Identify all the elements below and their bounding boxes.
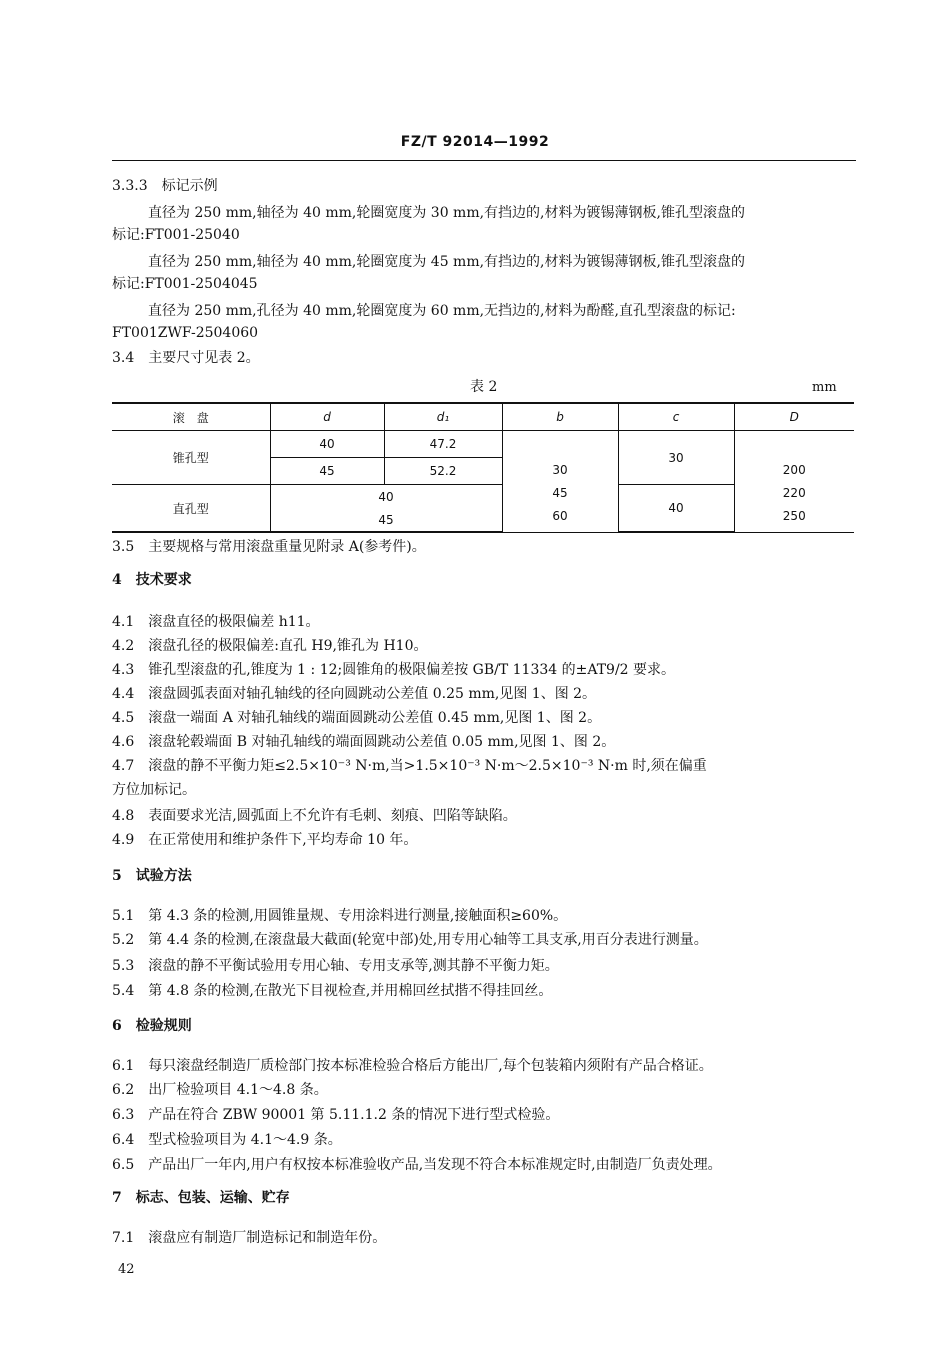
- clause-text: 每只滚盘经制造厂质检部门按本标准检验合格后方能出厂,每个包装箱内须附有产品合格证。: [148, 1058, 713, 1074]
- clause-number: 3.5: [112, 539, 135, 555]
- b-values-cell: [502, 431, 618, 533]
- standard-code-header: FZ/T 92014—1992: [400, 134, 550, 150]
- table-cell: 220: [782, 486, 806, 501]
- clause-number: 5.1: [112, 908, 135, 924]
- clause-number: 4.7: [112, 758, 135, 774]
- clause-6-5: [112, 1155, 722, 1175]
- clause-number: 6.4: [112, 1132, 135, 1148]
- clause-text: 滚盘圆弧表面对轴孔轴线的径向圆跳动公差值 0.25 mm,见图 1、图 2。: [148, 686, 597, 702]
- section-6-heading: [112, 1016, 192, 1036]
- clause-number: 4.5: [112, 710, 135, 726]
- clause-number: 4.4: [112, 686, 135, 702]
- clause-4-3: [112, 660, 675, 680]
- section-number: 5: [112, 868, 122, 884]
- example-1-line-1: 直径为 250 mm,轴径为 40 mm,轮圈宽度为 30 mm,有挡边的,材料为镀锡薄钢板,锥孔型滚盘的: [148, 205, 745, 221]
- clause-text: 滚盘的静不平衡力矩≤2.5×10⁻³ N·m,当>1.5×10⁻³ N·m～2.5×10⁻³ N·m 时,须在偏重: [148, 758, 707, 774]
- clause-4-1: [112, 612, 320, 632]
- clause-3-3-3-heading: [112, 176, 218, 196]
- clause-text: 滚盘直径的极限偏差 h11。: [148, 614, 320, 630]
- table-cell: 40: [378, 489, 394, 504]
- table-cell: 45: [270, 458, 384, 485]
- page-number: 42: [118, 1262, 135, 1277]
- table-cell: 60: [552, 509, 568, 524]
- table-row: [112, 431, 854, 458]
- clause-text: 在正常使用和维护条件下,平均寿命 10 年。: [148, 832, 418, 848]
- clause-text: 滚盘轮毂端面 B 对轴孔轴线的端面圆跳动公差值 0.05 mm,见图 1、图 2。: [148, 734, 616, 750]
- table-cell: 40: [270, 431, 384, 458]
- clause-text: 表面要求光洁,圆弧面上不允许有毛刺、刻痕、凹陷等缺陷。: [148, 808, 517, 824]
- clause-6-1: [112, 1056, 713, 1076]
- section-4-heading: [112, 570, 192, 590]
- section-number: 4: [112, 572, 122, 588]
- clause-number: 5.2: [112, 932, 135, 948]
- table-header-row: [112, 403, 854, 431]
- table-cell: 45: [552, 486, 568, 501]
- clause-text: 第 4.8 条的检测,在散光下目视检查,并用棉回丝拭揩不得挂回丝。: [148, 983, 553, 999]
- table-unit: mm: [812, 380, 837, 395]
- clause-4-7-continued: 方位加标记。: [112, 782, 196, 798]
- clause-number: 5.4: [112, 983, 135, 999]
- table-cell: 250: [782, 509, 806, 524]
- clause-text: 滚盘应有制造厂制造标记和制造年份。: [148, 1230, 387, 1246]
- header-cell: D: [734, 403, 854, 431]
- dimension-table: [112, 402, 854, 533]
- clause-4-7: [112, 756, 707, 776]
- table-cell: 30: [618, 431, 734, 485]
- header-rule: [112, 160, 856, 161]
- clause-text: 出厂检验项目 4.1～4.8 条。: [148, 1082, 328, 1098]
- row-label-straight: 直孔型: [112, 485, 270, 533]
- table-cell: 40: [618, 485, 734, 533]
- clause-6-2: [112, 1080, 328, 1100]
- table-cell: 200: [782, 463, 806, 478]
- section-number: 7: [112, 1190, 122, 1206]
- clause-number: 6.3: [112, 1107, 135, 1123]
- clause-title: 标记示例: [161, 178, 218, 194]
- D-values-cell: [734, 431, 854, 533]
- header-cell: b: [502, 403, 618, 431]
- clause-text: 锥孔型滚盘的孔,锥度为 1 : 12;圆锥角的极限偏差按 GB/T 11334 的±AT9/2 要求。: [148, 662, 676, 678]
- example-1-line-2: 标记:FT001-25040: [112, 227, 240, 243]
- clause-7-1: [112, 1228, 386, 1248]
- clause-number: 6.1: [112, 1058, 135, 1074]
- d-straight-cell: [270, 485, 502, 533]
- example-2-line-2: 标记:FT001-2504045: [112, 276, 258, 292]
- clause-6-4: [112, 1130, 342, 1150]
- clause-text: 第 4.4 条的检测,在滚盘最大截面(轮宽中部)处,用专用心轴等工具支承,用百分表进行测量。: [148, 932, 708, 948]
- example-2-line-1: 直径为 250 mm,轴径为 40 mm,轮圈宽度为 45 mm,有挡边的,材料为镀锡薄钢板,锥孔型滚盘的: [148, 254, 745, 270]
- clause-3-4: [112, 348, 260, 368]
- header-cell: d: [270, 403, 384, 431]
- table-cell: 47.2: [384, 431, 502, 458]
- clause-5-2: [112, 930, 708, 950]
- clause-5-1: [112, 906, 567, 926]
- clause-5-4: [112, 981, 552, 1001]
- clause-number: 4.9: [112, 832, 135, 848]
- clause-text: 型式检验项目为 4.1～4.9 条。: [148, 1132, 342, 1148]
- section-title: 试验方法: [135, 868, 192, 884]
- clause-number: 3.3.3: [112, 178, 148, 194]
- example-3-line-2: FT001ZWF-2504060: [112, 325, 259, 341]
- section-title: 技术要求: [135, 572, 192, 588]
- clause-number: 3.4: [112, 350, 135, 366]
- clause-4-9: [112, 830, 417, 850]
- clause-number: 4.2: [112, 638, 135, 654]
- section-number: 6: [112, 1018, 122, 1034]
- clause-number: 4.1: [112, 614, 135, 630]
- clause-3-5: [112, 537, 426, 557]
- clause-6-3: [112, 1105, 559, 1125]
- clause-text: 滚盘孔径的极限偏差:直孔 H9,锥孔为 H10。: [148, 638, 428, 654]
- clause-text: 滚盘一端面 A 对轴孔轴线的端面圆跳动公差值 0.45 mm,见图 1、图 2。: [148, 710, 602, 726]
- clause-number: 7.1: [112, 1230, 135, 1246]
- section-title: 检验规则: [135, 1018, 192, 1034]
- clause-4-5: [112, 708, 601, 728]
- clause-number: 5.3: [112, 958, 135, 974]
- clause-number: 4.3: [112, 662, 135, 678]
- header-cell: 滚 盘: [112, 403, 270, 431]
- section-title: 标志、包装、运输、贮存: [135, 1190, 290, 1206]
- table-cell: 52.2: [384, 458, 502, 485]
- example-3-line-1: 直径为 250 mm,孔径为 40 mm,轮圈宽度为 60 mm,无挡边的,材料为酚醛,直孔型滚盘的标记:: [148, 303, 736, 319]
- clause-number: 6.2: [112, 1082, 135, 1098]
- header-cell: c: [618, 403, 734, 431]
- section-7-heading: [112, 1188, 290, 1208]
- header-cell: d₁: [384, 403, 502, 431]
- clause-number: 4.8: [112, 808, 135, 824]
- clause-number: 4.6: [112, 734, 135, 750]
- clause-number: 6.5: [112, 1157, 135, 1173]
- row-label-taper: 锥孔型: [112, 431, 270, 485]
- clause-text: 产品在符合 ZBW 90001 第 5.11.1.2 条的情况下进行型式检验。: [148, 1107, 560, 1123]
- clause-4-6: [112, 732, 615, 752]
- clause-5-3: [112, 956, 559, 976]
- table-caption: 表 2: [470, 379, 498, 395]
- clause-text: 主要规格与常用滚盘重量见附录 A(参考件)。: [148, 539, 426, 555]
- clause-4-4: [112, 684, 596, 704]
- clause-text: 主要尺寸见表 2。: [148, 350, 260, 366]
- clause-text: 产品出厂一年内,用户有权按本标准验收产品,当发现不符合本标准规定时,由制造厂负责处理。: [148, 1157, 722, 1173]
- clause-4-8: [112, 806, 517, 826]
- clause-text: 滚盘的静不平衡试验用专用心轴、专用支承等,测其静不平衡力矩。: [148, 958, 559, 974]
- table-cell: 45: [378, 512, 394, 527]
- clause-4-2: [112, 636, 427, 656]
- table-cell: 30: [552, 463, 568, 478]
- clause-text: 第 4.3 条的检测,用圆锥量规、专用涂料进行测量,接触面积≥60%。: [148, 908, 568, 924]
- section-5-heading: [112, 866, 192, 886]
